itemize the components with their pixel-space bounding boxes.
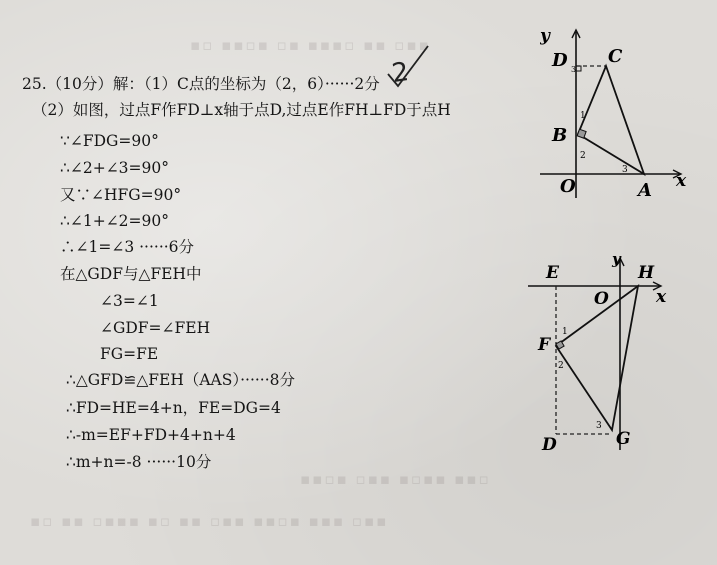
fig2-label-f: F (538, 335, 551, 355)
fig1-label-c: C (608, 46, 623, 67)
fig1-triangle-bca (578, 66, 644, 174)
fig2-label-d: D (542, 435, 557, 454)
fig2-angle-3: 3 (596, 421, 602, 431)
fig1-angle-1: 1 (580, 111, 586, 121)
fig1-angle-2: 2 (580, 151, 586, 161)
fig1-label-a: A (638, 180, 652, 201)
figure-1 (540, 26, 700, 206)
fig1-label-x: x (676, 171, 687, 191)
fig1-angle-3-at-d: 3 (571, 65, 577, 74)
bleed-through-text: ▪▫ ▪▪▫▪ ▫▪ ▪▪▪▫ ▪▪ ▫▪▪ (190, 36, 431, 54)
solution-line-hfg: 又∵∠HFG=90° (60, 186, 182, 204)
solution-line-part1: 25.（10分）解：（1）C点的坐标为（2，6）······2分 (22, 75, 380, 93)
fig2-label-y: y (612, 254, 621, 268)
handwritten-score: 2 (389, 56, 411, 90)
solution-line-cond2: ∠GDF=∠FEH (100, 319, 211, 337)
figure-2 (528, 254, 688, 454)
check-mark-icon (380, 40, 440, 100)
solution-line-angle12: ∴∠1+∠2=90° (60, 212, 170, 230)
solution-line-cond1: ∠3=∠1 (100, 292, 159, 310)
solution-line-triangles: 在△GDF与△FEH中 (60, 265, 202, 283)
solution-line-lengths: ∴FD=HE=4+n，FE=DG=4 (66, 399, 281, 417)
fig1-label-y: y (540, 26, 550, 46)
fig1-angle-3: 3 (622, 165, 628, 175)
fig2-label-h: H (638, 263, 655, 283)
fig2-angle-2: 2 (558, 361, 564, 371)
solution-line-angle23: ∴∠2+∠3=90° (60, 159, 170, 177)
solution-line-minus-m: ∴-m=EF+FD+4+n+4 (66, 426, 236, 444)
fig2-angle-1: 1 (562, 327, 568, 337)
bleed-through-text: ▪▫ ▪▪ ▫▪▪▪ ▪▫ ▪▪ ▫▪▪ ▪▪▫▪ ▪▪▪ ▫▪▪ (30, 512, 389, 530)
fig2-label-g: G (616, 429, 631, 449)
solution-line-angle13: ∴∠1=∠3 ······6分 (60, 238, 195, 256)
fig1-label-o: O (560, 176, 576, 197)
solution-line-result: ∴m+n=-8 ······10分 (66, 453, 212, 471)
solution-line-congruent: ∴△GFD≌△FEH（AAS）······8分 (66, 371, 296, 389)
bleed-through-text: ▪▪▫▪ ▫▪▪ ▪▫▪▪ ▪▪▫ (300, 470, 491, 488)
fig1-label-b: B (552, 125, 568, 146)
solution-line-fdg: ∵∠FDG=90° (60, 132, 159, 150)
solution-line-part2-intro: （2）如图，过点F作FD⊥x轴于点D,过点E作FH⊥FD于点H (32, 101, 451, 119)
fig2-label-x: x (656, 287, 667, 307)
fig1-label-d: D (552, 50, 568, 71)
fig2-label-o: O (594, 289, 609, 309)
fig2-label-e: E (546, 263, 559, 283)
solution-line-cond3: FG=FE (100, 345, 159, 363)
